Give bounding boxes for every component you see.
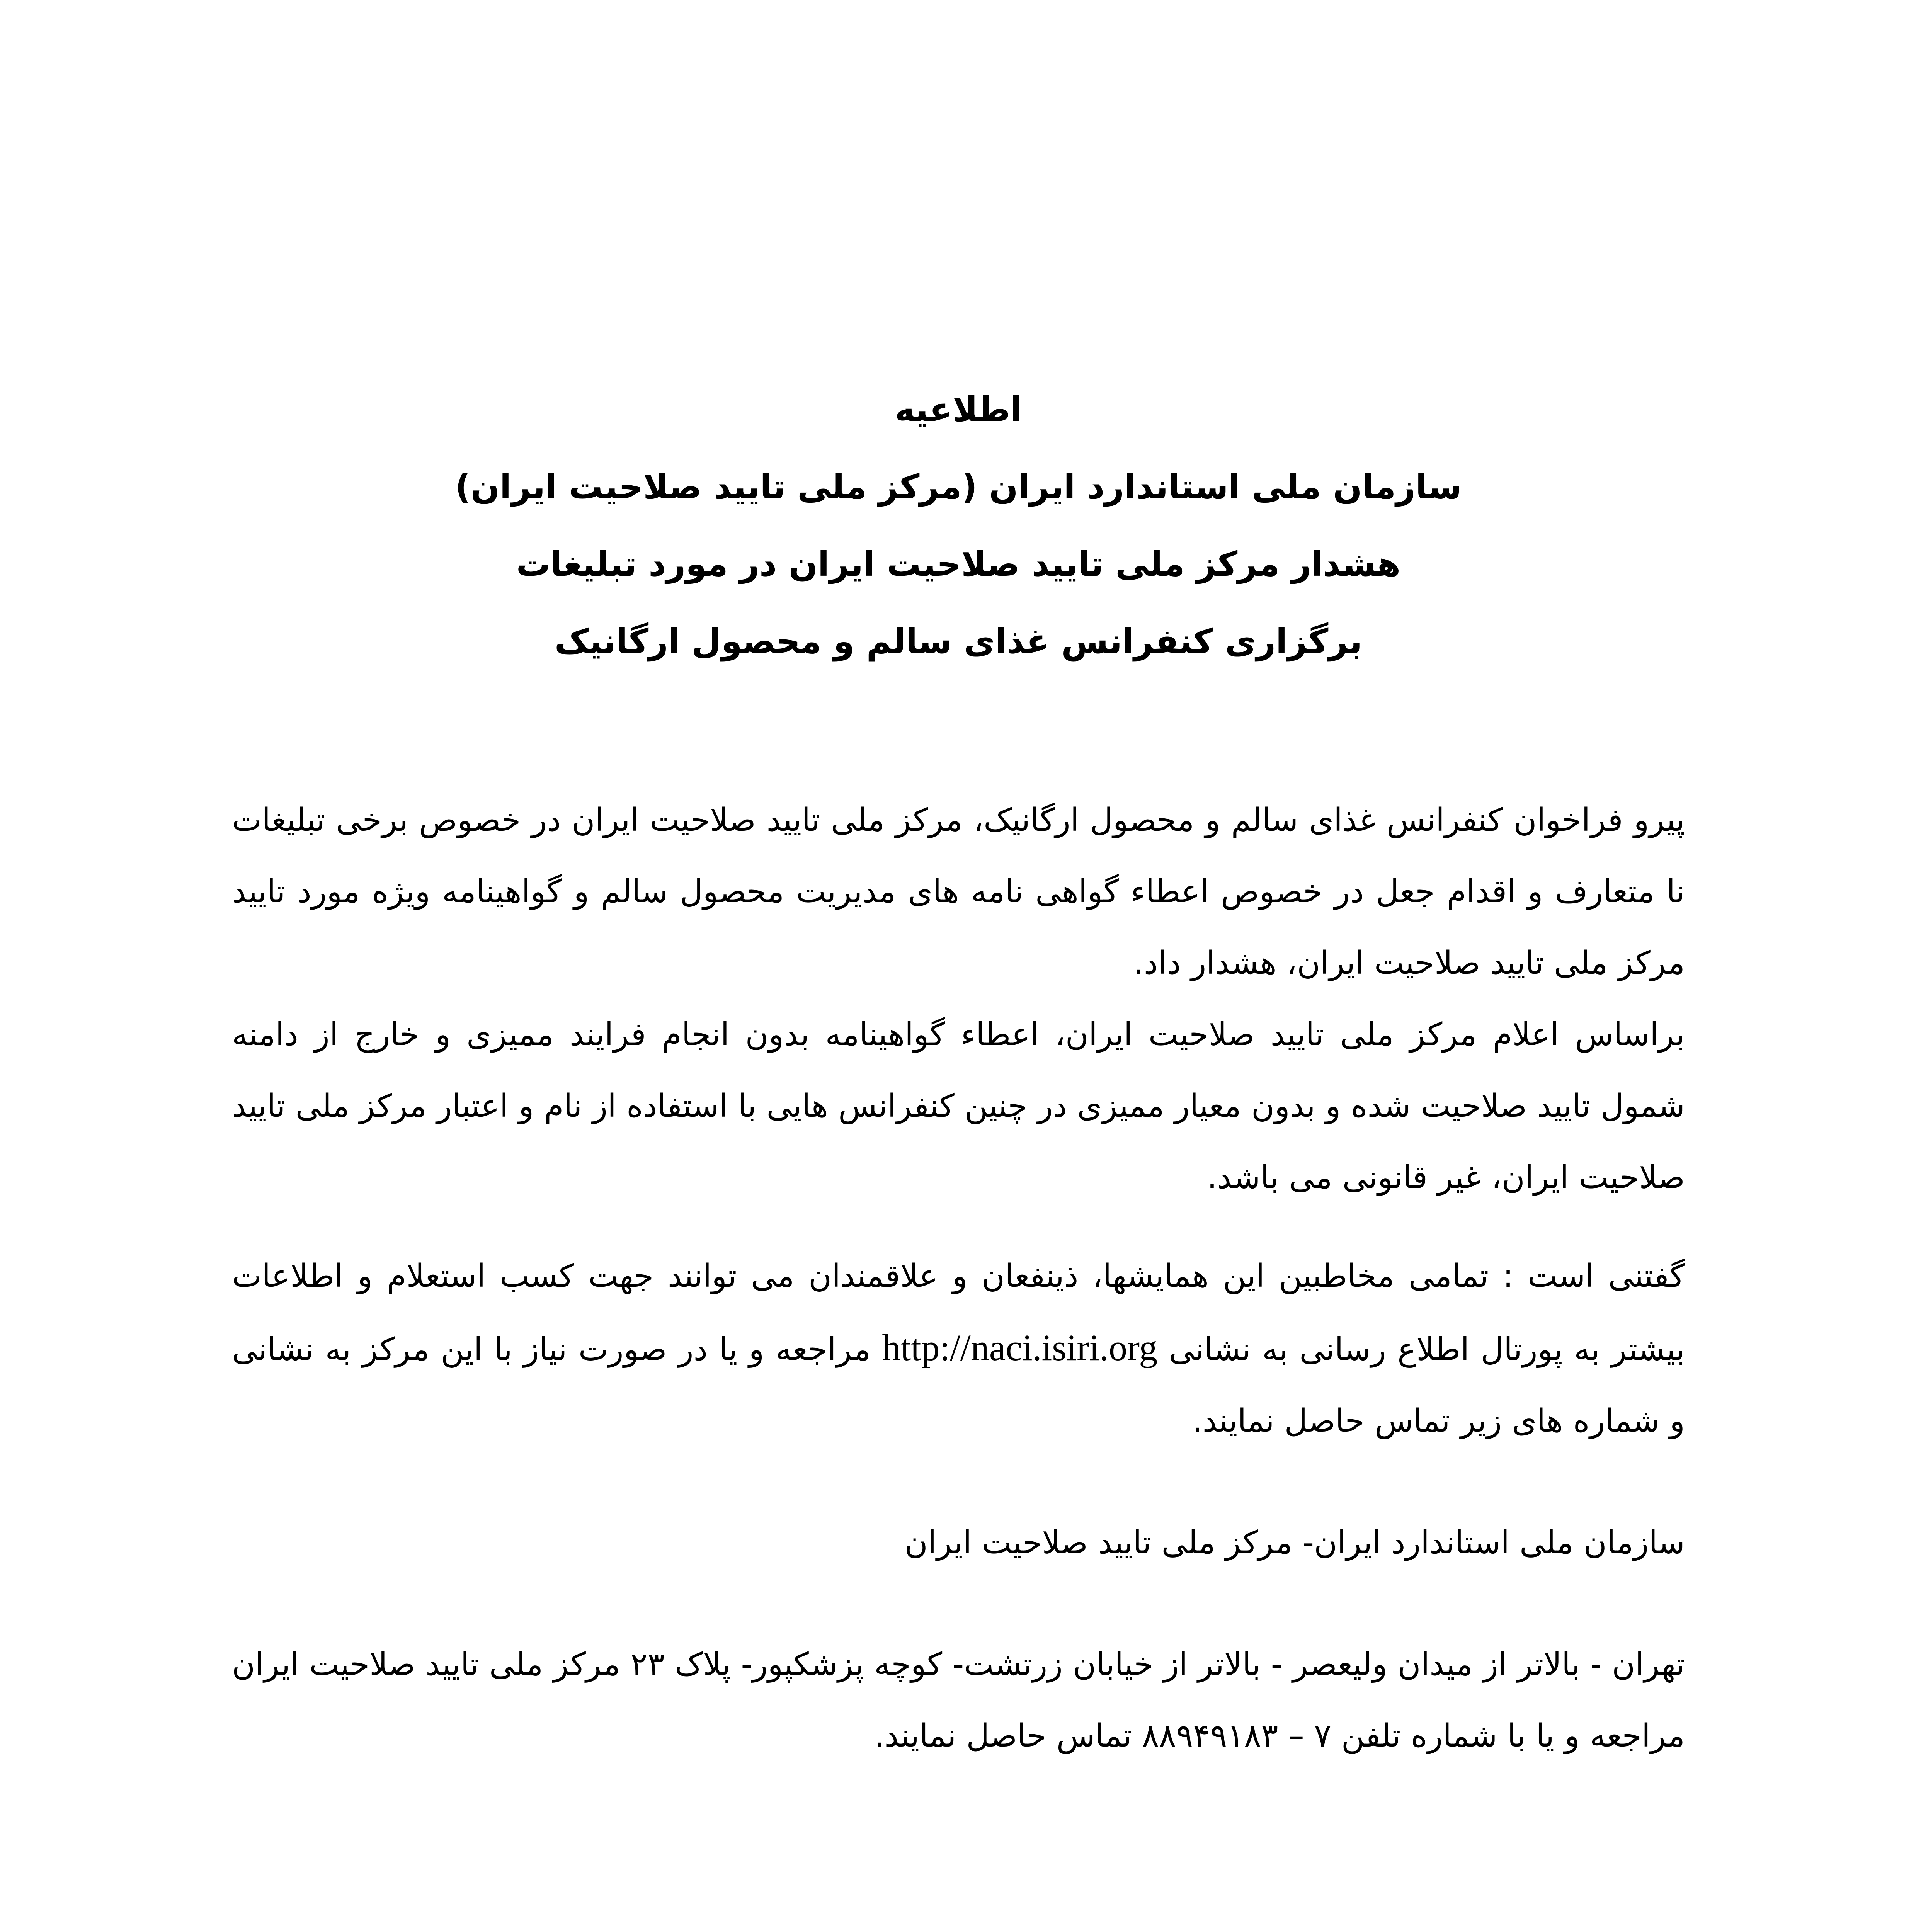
paragraph-contact-info	[232, 1240, 1685, 1457]
notice-heading: اطلاعیه	[895, 389, 1022, 429]
conference-heading: برگزاری کنفرانس غذای سالم و محصول ارگانیک	[554, 621, 1363, 661]
contact-text-before-url: گفتنی است : تمامی مخاطبین این همایشها، ذینفعان و علاقمندان می توانند جهت کسب استعلام و اطلاعات بیشتر به پورتال اطلاع رسانی به نشانی	[232, 1258, 1685, 1368]
title-block	[232, 371, 1685, 680]
address-paragraph: تهران - بالاتر از میدان ولیعصر - بالاتر از خیابان زرتشت- کوچه پزشکپور- پلاک ۲۳ مرکز ملی تایید صلاحیت ایران مراجعه و یا با شماره تلفن ۷ – ۸۸۹۴۹۱۸۳ تماس حاصل نمایند.	[232, 1646, 1685, 1754]
body-block	[232, 784, 1685, 1772]
warning-heading: هشدار مرکز ملی تایید صلاحیت ایران در مورد تبلیغات	[516, 544, 1401, 584]
organization-heading: سازمان ملی استاندارد ایران (مرکز ملی تایید صلاحیت ایران)	[455, 467, 1462, 507]
paragraph-legal-statement: براساس اعلام مرکز ملی تایید صلاحیت ایران، اعطاء گواهینامه بدون انجام فرایند ممیزی و خارج از دامنه شمول تایید صلاحیت شده و بدون معیار ممیزی در چنین کنفرانس هایی با استفاده از نام و اعتبار مرکز ملی تایید صلاحیت ایران، غیر قانونی می باشد.	[232, 1016, 1685, 1196]
contact-text-after-url: مراجعه و یا در صورت نیاز با این مرکز به نشانی و شماره های زیر تماس حاصل نمایند.	[232, 1331, 1685, 1439]
organization-signature: سازمان ملی استاندارد ایران- مرکز ملی تایید صلاحیت ایران	[904, 1524, 1685, 1561]
paragraph-warning-intro: پیرو فراخوان کنفرانس غذای سالم و محصول ارگانیک، مرکز ملی تایید صلاحیت ایران در خصوص برخی تبلیغات نا متعارف و اقدام جعل در خصوص اعطاء گواهی نامه های مدیریت محصول سالم و گواهینامه ویژه مورد تایید مرکز ملی تایید صلاحیت ایران، هشدار داد.	[232, 802, 1685, 981]
portal-url-link[interactable]: http://naci.isiri.org	[882, 1327, 1158, 1368]
